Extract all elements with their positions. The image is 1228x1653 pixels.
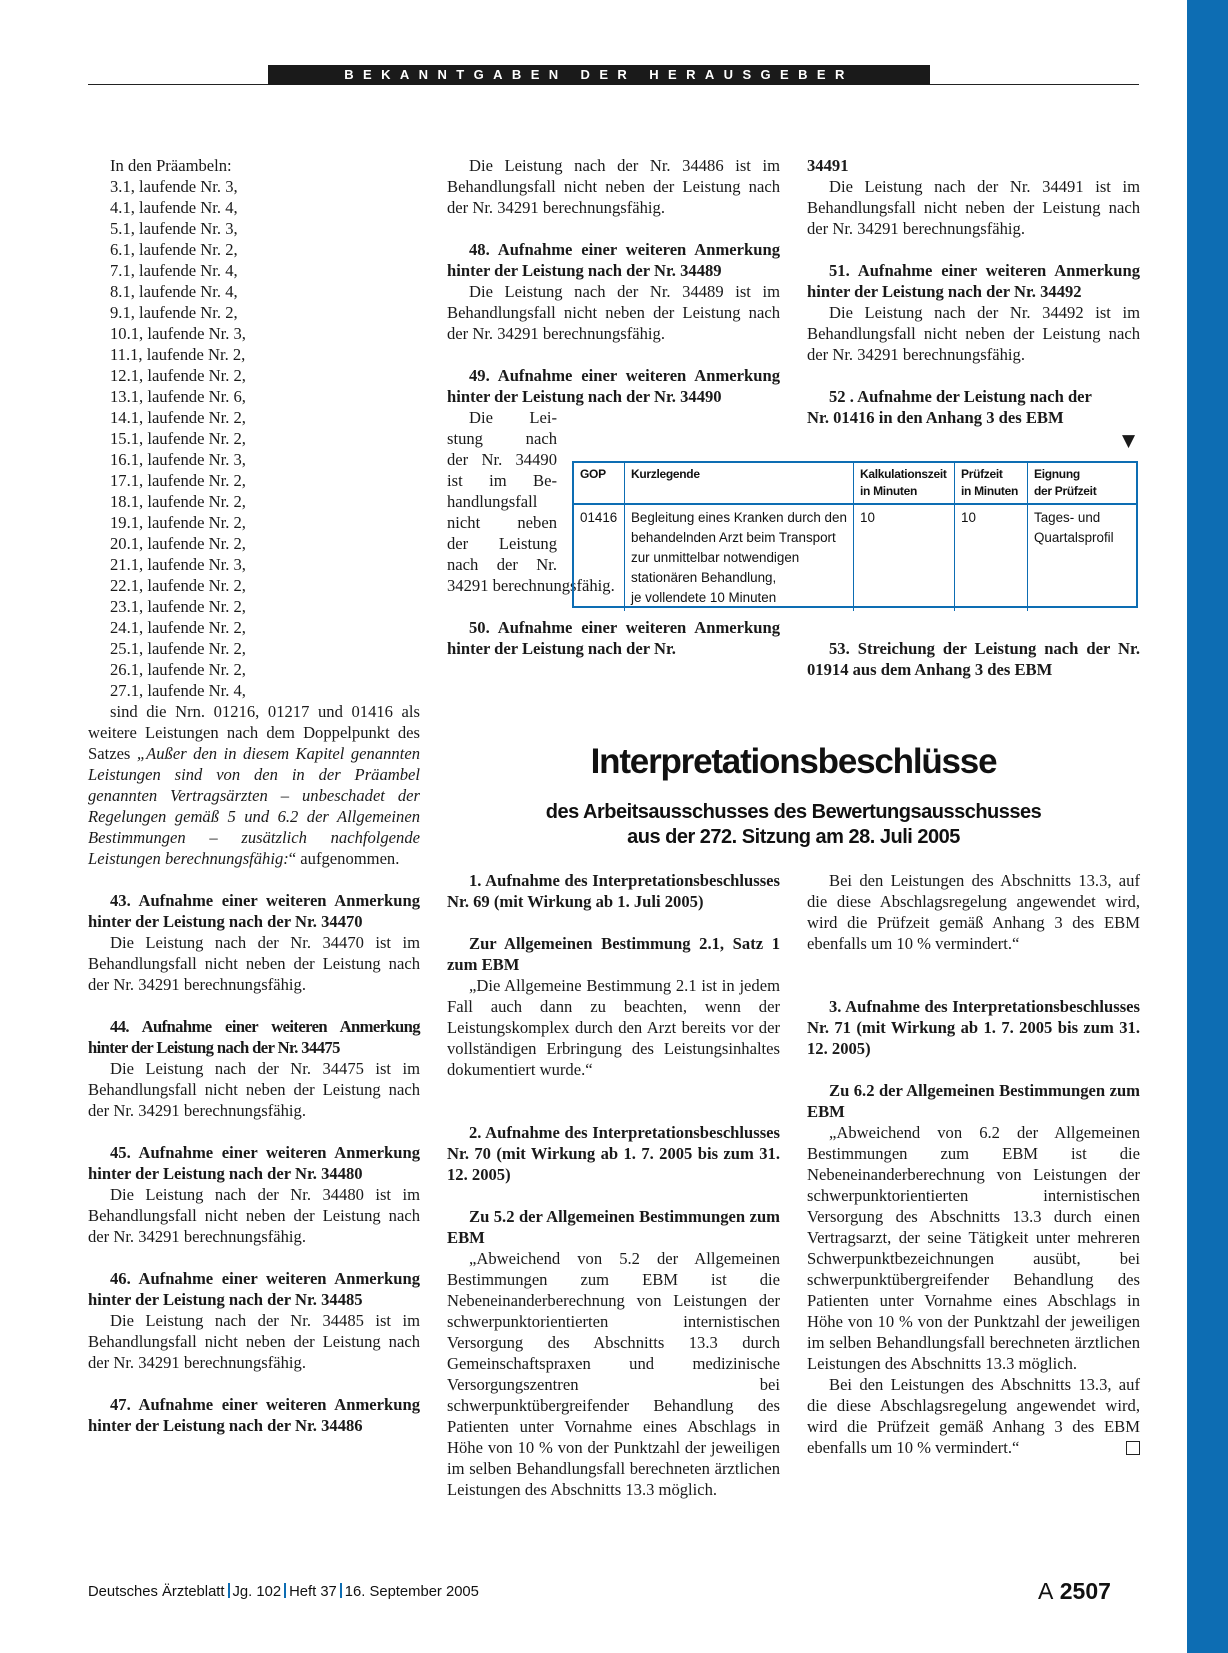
preamble-list-item: 6.1, laufende Nr. 2, xyxy=(110,240,238,259)
cell-gop: 01416 xyxy=(574,504,625,611)
s50-body: Die Leistung nach der Nr. 34491 ist im Behandlungsfall nicht neben der Leistung nach der Nr. 34291 berechnungsfähig. xyxy=(807,177,1140,238)
preamble-list-item: 24.1, laufende Nr. 2, xyxy=(110,618,246,637)
end-mark-icon xyxy=(1126,1441,1140,1455)
footer-separator xyxy=(340,1583,342,1598)
s46-body: Die Leistung nach der Nr. 34485 ist im Behandlungsfall nicht neben der Leistung nach der Nr. 34291 berechnungsfähig. xyxy=(88,1311,420,1372)
journal-issue: Heft 37 xyxy=(289,1584,337,1600)
s51-body: Die Leistung nach der Nr. 34492 ist im Behandlungsfall nicht neben der Leistung nach der Nr. 34291 berechnungsfähig. xyxy=(807,303,1140,364)
i3-heading: 3. Aufnahme des Interpretationsbeschlusses Nr. 71 (mit Wirkung ab 1. 7. 2005 bis zum 31. 12. 2005) xyxy=(807,997,1140,1058)
continue-marker-icon: ▼ xyxy=(1122,431,1136,451)
preamble-list-item: 25.1, laufende Nr. 2, xyxy=(110,639,246,658)
i1-body: „Die Allgemeine Bestimmung 2.1 ist in jedem Fall auch dann zu beachten, wenn der Leistungskomplex durch den Arzt bereits vor der vollständigen Erbringung des Leistungsinhaltes dokumentiert wurde.“ xyxy=(447,976,780,1079)
s51-heading: 51. Aufnahme einer weiteren Anmerkung hinter der Leistung nach der Nr. 34492 xyxy=(807,261,1140,301)
preamble-list-item: 13.1, laufende Nr. 6, xyxy=(110,387,246,406)
s45-body: Die Leistung nach der Nr. 34480 ist im Behandlungsfall nicht neben der Leistung nach der Nr. 34291 berechnungsfähig. xyxy=(88,1185,420,1246)
preamble-list-item: 17.1, laufende Nr. 2, xyxy=(110,471,246,490)
s44-body: Die Leistung nach der Nr. 34475 ist im Behandlungsfall nicht neben der Leistung nach der Nr. 34291 berechnungsfähig. xyxy=(88,1059,420,1120)
page-number xyxy=(1038,1578,1111,1605)
s45-heading: 45. Aufnahme einer weiteren Anmerkung hinter der Leistung nach der Nr. 34480 xyxy=(88,1143,420,1183)
s53-heading: 53. Streichung der Leistung nach der Nr. 01914 aus dem Anhang 3 des EBM xyxy=(807,639,1140,679)
preamble-sentence xyxy=(88,701,420,869)
col-header-kalkulationszeit: Kalkulationszeit in Minuten xyxy=(854,463,955,504)
cell-eignung: Tages- und Quartalsprofil xyxy=(1034,510,1114,545)
preamble-intro: In den Präambeln: xyxy=(110,156,232,175)
s52-heading-line2: Nr. 01416 in den Anhang 3 des EBM xyxy=(807,408,1064,427)
s49-body-line: der Nr. 34490 xyxy=(447,450,557,469)
journal-date: 16. September 2005 xyxy=(344,1584,479,1600)
preamble-list-item: 23.1, laufende Nr. 2, xyxy=(110,597,246,616)
i3-body-continued: Bei den Leistungen des Abschnitts 13.3, auf die diese Abschlagsregelung angewendet wird, wird die Prüfzeit gemäß Anhang 3 des EBM ebenfalls um 10 % vermindert.“ xyxy=(807,1375,1140,1457)
preamble-list-item: 16.1, laufende Nr. 3, xyxy=(110,450,246,469)
cell-kalkulationszeit: 10 xyxy=(854,504,955,611)
i3-body: „Abweichend von 6.2 der Allgemeinen Bestimmungen zum EBM ist die Nebeneinanderberechnung von Leistungen der schwerpunktorientierten internistischen Versorgung des Abschnitts 13.3 durch einen Vertragsarzt, der seine Tätigkeit unter mehreren Schwerpunktbezeichnungen ausübt, bei schwerpunktübergreifender Behandlung des Patienten unter Vornahme eines Abschlags in Höhe von 10 % von der Punktzahl der jeweiligen im selben Behandlungsfall berechneten ärztlichen Leistungen des Abschnitts 13.3 möglich. xyxy=(807,1123,1140,1373)
journal-volume: Jg. 102 xyxy=(232,1584,282,1600)
s49-body-narrow xyxy=(447,407,557,575)
preamble-list-item: 4.1, laufende Nr. 4, xyxy=(110,198,238,217)
s50-heading: 50. Aufnahme einer weiteren Anmerkung hinter der Leistung nach der Nr. xyxy=(447,618,780,658)
sentence-a: sind die Nrn. 01216, 01217 und 01416 als weitere Leistungen nach dem Doppelpunkt des Satzes xyxy=(88,702,420,763)
s48-body: Die Leistung nach der Nr. 34489 ist im Behandlungsfall nicht neben der Leistung nach der Nr. 34291 berechnungsfähig. xyxy=(447,282,780,343)
side-color-bar xyxy=(1187,0,1228,1653)
section-title: Interpretationsbeschlüsse xyxy=(590,742,997,781)
preamble-list-item: 10.1, laufende Nr. 3, xyxy=(110,324,246,343)
preamble-list-item: 19.1, laufende Nr. 2, xyxy=(110,513,246,532)
preamble-list-item: 9.1, laufende Nr. 2, xyxy=(110,303,238,322)
anhang-table xyxy=(572,461,1138,608)
s49-body-line: der Leistung xyxy=(447,534,557,553)
s49-heading: 49. Aufnahme einer weiteren Anmerkung hinter der Leistung nach der Nr. 34490 xyxy=(447,366,780,406)
preamble-list-item: 11.1, laufende Nr. 2, xyxy=(110,345,246,364)
s43-heading: 43. Aufnahme einer weiteren Anmerkung hinter der Leistung nach der Nr. 34470 xyxy=(88,891,420,931)
section-subtitle xyxy=(447,800,1140,850)
bottom-middle-column xyxy=(447,870,780,1500)
page-number-value: 2507 xyxy=(1059,1578,1111,1604)
preamble-list-item: 18.1, laufende Nr. 2, xyxy=(110,492,246,511)
preamble-list-item: 7.1, laufende Nr. 4, xyxy=(110,261,238,280)
preamble-list-item: 14.1, laufende Nr. 2, xyxy=(110,408,246,427)
table-header-row xyxy=(574,463,1136,504)
s49-body-end: 34291 berechnungsfähig. xyxy=(447,576,615,595)
s47-body: Die Leistung nach der Nr. 34486 ist im Behandlungsfall nicht neben der Leistung nach der Nr. 34291 berechnungsfähig. xyxy=(447,156,780,217)
preamble-list-item: 5.1, laufende Nr. 3, xyxy=(110,219,238,238)
s52-heading-line1: 52 . Aufnahme der Leistung nach der xyxy=(829,387,1092,406)
s46-heading: 46. Aufnahme einer weiteren Anmerkung hinter der Leistung nach der Nr. 34485 xyxy=(88,1269,420,1309)
i2-heading: 2. Aufnahme des Interpretationsbeschlusses Nr. 70 (mit Wirkung ab 1. 7. 2005 bis zum 31. 12. 2005) xyxy=(447,1123,780,1184)
preamble-list-item: 15.1, laufende Nr. 2, xyxy=(110,429,246,448)
preamble-list-item: 20.1, laufende Nr. 2, xyxy=(110,534,246,553)
sentence-quote: „Außer den in diesem Kapitel genannten Leistungen sind von den in der Präambel genannten Vertragsärzten – unbeschadet der Regelungen gemäß 5 und 6.2 der Allgemeinen Bestimmungen – zusätzlich nachfolgende Leistungen berechnungsfähig: xyxy=(88,744,420,868)
i2-subheading: Zu 5.2 der Allgemeinen Bestimmungen zum EBM xyxy=(447,1207,780,1247)
preamble-list-item: 22.1, laufende Nr. 2, xyxy=(110,576,246,595)
preamble-list-item: 3.1, laufende Nr. 3, xyxy=(110,177,238,196)
col-header-kurzlegende: Kurzlegende xyxy=(625,463,854,504)
col-header-gop: GOP xyxy=(574,463,625,504)
preamble-list-item: 21.1, laufende Nr. 3, xyxy=(110,555,246,574)
page-prefix: A xyxy=(1038,1578,1054,1604)
cell-pruefzeit: 10 xyxy=(955,504,1028,611)
s43-body: Die Leistung nach der Nr. 34470 ist im Behandlungsfall nicht neben der Leistung nach der Nr. 34291 berechnungsfähig. xyxy=(88,933,420,994)
i1-subheading: Zur Allgemeinen Bestimmung 2.1, Satz 1 zum EBM xyxy=(447,934,780,974)
s49-body-line: nach der Nr. xyxy=(447,555,557,574)
i2-body-continued: Bei den Leistungen des Abschnitts 13.3, auf die diese Abschlagsregelung angewendet wird, wird die Prüfzeit gemäß Anhang 3 des EBM ebenfalls um 10 % vermindert.“ xyxy=(807,871,1140,953)
footer-separator xyxy=(228,1583,230,1598)
s47-heading: 47. Aufnahme einer weiteren Anmerkung hinter der Leistung nach der Nr. 34486 xyxy=(88,1395,420,1435)
s49-body-line: nicht neben xyxy=(447,513,557,532)
bottom-right-column xyxy=(807,870,1140,1458)
col-header-pruefzeit: Prüfzeit in Minuten xyxy=(955,463,1028,504)
s48-heading: 48. Aufnahme einer weiteren Anmerkung hinter der Leistung nach der Nr. 34489 xyxy=(447,240,780,280)
journal-name: Deutsches Ärzteblatt xyxy=(88,1584,225,1600)
i3-subheading: Zu 6.2 der Allgemeinen Bestimmungen zum EBM xyxy=(807,1081,1140,1121)
s49-body-line: handlungsfall xyxy=(447,492,538,511)
sentence-b: “ aufgenommen. xyxy=(288,849,400,868)
s49-body-line: ist im Be- xyxy=(447,471,557,490)
footer xyxy=(88,1583,479,1600)
s44-heading: 44. Aufnahme einer weiteren Anmerkung hinter der Leistung nach der Nr. 34475 xyxy=(88,1017,420,1057)
footer-separator xyxy=(284,1583,286,1598)
table-row xyxy=(574,504,1136,611)
preamble-list-item: 12.1, laufende Nr. 2, xyxy=(110,366,246,385)
s50-number: 34491 xyxy=(807,156,849,175)
preamble-list-item: 27.1, laufende Nr. 4, xyxy=(110,681,246,700)
section-header: BEKANNTGABEN DER HERAUSGEBER xyxy=(268,65,930,85)
left-column xyxy=(88,155,420,1436)
i1-heading: 1. Aufnahme des Interpretationsbeschlusses Nr. 69 (mit Wirkung ab 1. Juli 2005) xyxy=(447,871,780,911)
preamble-list-item: 8.1, laufende Nr. 4, xyxy=(110,282,238,301)
s49-body-line: stung nach xyxy=(447,429,557,448)
s49-body-line: Die Lei- xyxy=(469,408,557,427)
i2-body: „Abweichend von 5.2 der Allgemeinen Bestimmungen zum EBM ist die Nebeneinanderberechnung von Leistungen der schwerpunktorientierten internistischen Versorgung des Abschnitts 13.3 durch Gemeinschaftspraxen und medizinische Versorgungszentren bei schwerpunktübergreifender Behandlung des Patienten unter Vornahme eines Abschlags in Höhe von 10 % von der Punktzahl der jeweiligen im selben Behandlungsfall berechneten ärztlichen Leistungen des Abschnitts 13.3 möglich. xyxy=(447,1249,780,1499)
preamble-list-item: 26.1, laufende Nr. 2, xyxy=(110,660,246,679)
preamble-list xyxy=(88,176,420,701)
section-subtitle-line2: aus der 272. Sitzung am 28. Juli 2005 xyxy=(627,826,960,848)
section-subtitle-line1: des Arbeitsausschusses des Bewertungsausschusses xyxy=(545,801,1042,823)
col-header-eignung: Eignung der Prüfzeit xyxy=(1028,463,1137,504)
table xyxy=(574,463,1136,611)
right-column xyxy=(807,155,1140,428)
s53-block xyxy=(807,638,1140,680)
cell-kurzlegende: Begleitung eines Kranken durch den behandelnden Arzt beim Transport zur unmittelbar notwendigen stationären Behandlung, je vollendete 10 Minuten xyxy=(625,504,854,611)
